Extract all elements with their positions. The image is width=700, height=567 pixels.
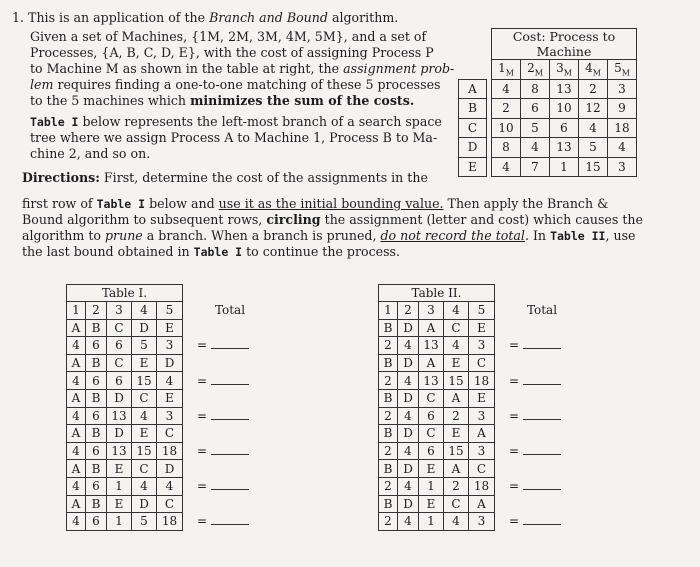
table1-letter-cell: C — [157, 495, 183, 513]
table2-column-header: 1 — [379, 302, 398, 320]
table1-total-blank[interactable] — [211, 515, 249, 525]
table2-cost-cell: 4 — [398, 337, 419, 355]
table2-cost-cell: 1 — [419, 513, 444, 531]
cost-table-cell: 10 — [492, 118, 521, 138]
table2-letters-row — [379, 354, 590, 372]
table1-cost-cell: 5 — [132, 513, 157, 531]
table1-equals-sign: = — [197, 373, 208, 388]
table1-cost-cell: 15 — [132, 372, 157, 390]
cost-table-cell: 13 — [550, 138, 579, 158]
table1-letters-row — [67, 319, 278, 337]
table2-letter-cell: B — [379, 319, 398, 337]
table1-letter-cell: D — [157, 460, 183, 478]
cost-table-machine-header: $2_M$ — [521, 60, 550, 80]
table1-letter-cell: A — [67, 389, 86, 407]
table2-total-cell — [495, 442, 590, 460]
table1-letter-cell: D — [132, 319, 157, 337]
table2-total-blank[interactable] — [523, 445, 561, 455]
table2-total-header: Total — [495, 302, 590, 320]
table1-letters-row — [67, 425, 278, 443]
table2-total-blank[interactable] — [523, 410, 561, 420]
table1-total-cell — [183, 372, 278, 390]
table2-costs-row — [379, 442, 590, 460]
table1-equals-sign: = — [197, 479, 208, 494]
table1-cost-cell: 6 — [86, 337, 107, 355]
table2-equals-sign: = — [509, 408, 520, 423]
table1-cost-cell: 1 — [107, 513, 132, 531]
cost-table-cell: 4 — [492, 79, 521, 99]
table2-costs-row — [379, 513, 590, 531]
cost-table-row — [459, 79, 637, 99]
cost-table-row — [459, 99, 637, 119]
table1-equals-sign: = — [197, 338, 208, 353]
table2-letter-cell: A — [444, 389, 469, 407]
table1-cost-cell: 6 — [86, 513, 107, 531]
table1-costs-row — [67, 372, 278, 390]
table1-cost-cell: 4 — [67, 477, 86, 495]
table1-costs-row — [67, 407, 278, 425]
table1-letter-cell: C — [132, 389, 157, 407]
cost-table — [458, 28, 637, 177]
table1-cost-cell: 1 — [107, 477, 132, 495]
table2-cost-cell: 2 — [379, 442, 398, 460]
table1-letter-cell: A — [67, 354, 86, 372]
table2-total-blank[interactable] — [523, 339, 561, 349]
table2-equals-sign: = — [509, 479, 520, 494]
directions-line-5: the last bound obtained in Table I to continue the process. — [22, 244, 400, 259]
table1-letters-row — [67, 354, 278, 372]
table1-letter-cell: B — [86, 495, 107, 513]
cost-table-cell: 6 — [550, 118, 579, 138]
table1-cost-cell: 4 — [67, 407, 86, 425]
table2-equals-sign: = — [509, 444, 520, 459]
problem-line-1: 1. This is an application of the Branch and Bound algorithm. — [12, 10, 399, 25]
cost-table-cell: 2 — [492, 99, 521, 119]
table2-cost-cell: 15 — [444, 442, 469, 460]
table2-letter-cell: C — [419, 425, 444, 443]
table1-costs-row — [67, 442, 278, 460]
table1-cost-cell: 18 — [157, 513, 183, 531]
problem-line-7: Table I below represents the left-most branch of a search space — [30, 114, 442, 129]
table2 — [378, 284, 589, 531]
cost-table-row — [459, 157, 637, 177]
table2-total-blank[interactable] — [523, 480, 561, 490]
table2-total-cell — [495, 513, 590, 531]
cost-table-row — [459, 118, 637, 138]
table2-letter-cell: B — [379, 354, 398, 372]
table2-equals-sign: = — [509, 514, 520, 529]
table1-total-blank[interactable] — [211, 410, 249, 420]
table2-costs-row — [379, 407, 590, 425]
table2-column-header: 3 — [419, 302, 444, 320]
table1-total-blank[interactable] — [211, 445, 249, 455]
table2-cost-cell: 2 — [379, 513, 398, 531]
table1-letter-cell: A — [67, 319, 86, 337]
cost-table-cell: 1 — [550, 157, 579, 177]
table2-letter-cell: A — [419, 354, 444, 372]
table1-cost-cell: 4 — [67, 513, 86, 531]
table2-letter-cell: E — [419, 460, 444, 478]
table1-cost-cell: 5 — [132, 337, 157, 355]
table1-cost-cell: 3 — [157, 407, 183, 425]
table2-letter-cell: B — [379, 460, 398, 478]
cost-table-cell: 15 — [579, 157, 608, 177]
table2-total-cell — [495, 477, 590, 495]
table2-cost-cell: 4 — [444, 337, 469, 355]
cost-table-process-label: C — [459, 118, 487, 138]
table1-cost-cell: 4 — [132, 477, 157, 495]
table1-cost-cell: 4 — [67, 442, 86, 460]
table2-total-blank[interactable] — [523, 515, 561, 525]
table1-letter-cell: C — [132, 460, 157, 478]
table2-letter-cell: C — [444, 495, 469, 513]
table2-letter-cell: B — [379, 495, 398, 513]
table1 — [66, 284, 277, 531]
table1-letter-cell: E — [107, 495, 132, 513]
table1-letter-cell: A — [67, 425, 86, 443]
table2-letter-cell: D — [398, 460, 419, 478]
table1-column-header: 2 — [86, 302, 107, 320]
cost-table-cell: 13 — [550, 79, 579, 99]
table1-letter-cell: E — [132, 425, 157, 443]
table1-letters-row — [67, 495, 278, 513]
table1-total-cell — [183, 477, 278, 495]
table1-costs-row — [67, 337, 278, 355]
table2-costs-row — [379, 372, 590, 390]
problem-line-9: chine 2, and so on. — [30, 146, 151, 161]
cost-table-cell: 6 — [521, 99, 550, 119]
cost-table-cell: 4 — [521, 138, 550, 158]
table1-cost-cell: 4 — [157, 477, 183, 495]
table2-cost-cell: 2 — [444, 407, 469, 425]
table2-column-header: 5 — [469, 302, 495, 320]
table2-letters-row — [379, 460, 590, 478]
cost-table-cell: 2 — [579, 79, 608, 99]
table2-cost-cell: 13 — [419, 372, 444, 390]
table2-letter-cell: C — [469, 460, 495, 478]
table2-letter-cell: E — [419, 495, 444, 513]
table2-column-header: 4 — [444, 302, 469, 320]
table1-letters-row — [67, 389, 278, 407]
table2-cost-cell: 2 — [379, 337, 398, 355]
table1-cost-cell: 4 — [67, 372, 86, 390]
table2-cost-cell: 3 — [469, 442, 495, 460]
table2-cost-cell: 2 — [379, 372, 398, 390]
cost-table-cell: 18 — [608, 118, 637, 138]
table2-cost-cell: 6 — [419, 407, 444, 425]
table2-cost-cell: 4 — [398, 477, 419, 495]
table2-letter-cell: C — [419, 389, 444, 407]
directions-line-1: Directions: First, determine the cost of the assignments in the — [22, 170, 428, 185]
table1-column-header: 5 — [157, 302, 183, 320]
cost-table-cell: 4 — [579, 118, 608, 138]
table2-letter-cell: D — [398, 495, 419, 513]
table1-letter-cell: E — [107, 460, 132, 478]
table2-equals-sign: = — [509, 373, 520, 388]
table1-letter-cell: E — [132, 354, 157, 372]
problem-line-3: Processes, {A, B, C, D, E}, with the cost of assigning Process P — [30, 45, 434, 60]
table1-letter-cell: B — [86, 425, 107, 443]
table2-header-row — [379, 302, 590, 320]
cost-table-cell: 9 — [608, 99, 637, 119]
table2-total-cell — [495, 407, 590, 425]
problem-line-8: tree where we assign Process A to Machine 1, Process B to Ma- — [30, 130, 438, 145]
table2-cost-cell: 18 — [469, 477, 495, 495]
cost-table-process-label: A — [459, 79, 487, 99]
table1-title: Table I. — [67, 285, 183, 302]
table1-total-blank[interactable] — [211, 480, 249, 490]
table1-total-cell — [183, 337, 278, 355]
table1-cost-cell: 4 — [67, 337, 86, 355]
cost-table-cell: 4 — [492, 157, 521, 177]
table1-cost-cell: 3 — [157, 337, 183, 355]
table2-letter-cell: B — [379, 425, 398, 443]
table2-letter-cell: D — [398, 354, 419, 372]
cost-table-cell: 3 — [608, 79, 637, 99]
table1-cost-cell: 6 — [86, 407, 107, 425]
directions-line-3: Bound algorithm to subsequent rows, circling the assignment (letter and cost) which causes the — [22, 212, 643, 227]
table2-total-cell — [495, 337, 590, 355]
table2-total-cell — [495, 372, 590, 390]
table1-cost-cell: 13 — [107, 407, 132, 425]
table2-letter-cell: E — [469, 389, 495, 407]
problem-number: 1. — [12, 10, 25, 25]
problem-line-2: Given a set of Machines, {1M, 2M, 3M, 4M, 5M}, and a set of — [30, 29, 427, 44]
table2-cost-cell: 13 — [419, 337, 444, 355]
table1-header-row — [67, 302, 278, 320]
cost-table-cell: 8 — [492, 138, 521, 158]
table1-letter-cell: B — [86, 389, 107, 407]
cost-table-cell: 5 — [521, 118, 550, 138]
table1-letter-cell: D — [107, 389, 132, 407]
table2-cost-cell: 4 — [398, 372, 419, 390]
table2-letter-cell: C — [469, 354, 495, 372]
table1-letter-cell: B — [86, 354, 107, 372]
table1-letter-cell: D — [107, 425, 132, 443]
table2-cost-cell: 3 — [469, 513, 495, 531]
table2-cost-cell: 2 — [379, 477, 398, 495]
table1-costs-row — [67, 477, 278, 495]
table2-total-blank[interactable] — [523, 375, 561, 385]
table2-costs-row — [379, 477, 590, 495]
table1-cost-cell: 6 — [86, 442, 107, 460]
cost-table-cell: 10 — [550, 99, 579, 119]
cost-table-cell: 4 — [608, 138, 637, 158]
table1-column-header: 1 — [67, 302, 86, 320]
table2-letter-cell: E — [444, 354, 469, 372]
table1-letter-cell: C — [107, 354, 132, 372]
cost-table-cell: 3 — [608, 157, 637, 177]
table2-equals-sign: = — [509, 338, 520, 353]
table1-total-blank[interactable] — [211, 339, 249, 349]
table2-letter-cell: A — [419, 319, 444, 337]
table2-cost-cell: 4 — [398, 442, 419, 460]
table2-letter-cell: D — [398, 425, 419, 443]
cost-table-wrapper — [458, 28, 637, 177]
table2-letter-cell: D — [398, 389, 419, 407]
cost-table-machine-header: $4_M$ — [579, 60, 608, 80]
table2-cost-cell: 3 — [469, 407, 495, 425]
table2-letters-row — [379, 495, 590, 513]
table2-title: Table II. — [379, 285, 495, 302]
problem-line-4: to Machine M as shown in the table at right, the assignment prob- — [30, 61, 455, 76]
table1-total-header: Total — [183, 302, 278, 320]
cost-table-cell: 5 — [579, 138, 608, 158]
table2-wrapper — [378, 284, 589, 531]
directions-line-2: first row of Table I below and use it as the initial bounding value. Then apply the Branch & — [22, 196, 609, 211]
table1-letter-cell: B — [86, 319, 107, 337]
table1-letters-row — [67, 460, 278, 478]
table2-cost-cell: 4 — [398, 513, 419, 531]
table1-column-header: 4 — [132, 302, 157, 320]
table1-cost-cell: 6 — [86, 372, 107, 390]
table2-letter-cell: B — [379, 389, 398, 407]
cost-table-row — [459, 138, 637, 158]
table1-letter-cell: A — [67, 460, 86, 478]
table1-cost-cell: 13 — [107, 442, 132, 460]
table2-cost-cell: 4 — [398, 407, 419, 425]
table1-wrapper — [66, 284, 277, 531]
problem-line-5: lem requires finding a one-to-one matching of these 5 processes — [30, 77, 441, 92]
table2-letters-row — [379, 389, 590, 407]
table2-letter-cell: E — [469, 319, 495, 337]
directions-line-4: algorithm to prune a branch. When a branch is pruned, do not record the total. In Table II, use — [22, 228, 636, 243]
table1-costs-row — [67, 513, 278, 531]
cost-table-cell: 12 — [579, 99, 608, 119]
table2-cost-cell: 3 — [469, 337, 495, 355]
table2-letters-row — [379, 319, 590, 337]
cost-table-process-label: D — [459, 138, 487, 158]
table2-cost-cell: 2 — [444, 477, 469, 495]
table2-cost-cell: 1 — [419, 477, 444, 495]
table2-letter-cell: E — [444, 425, 469, 443]
table2-letter-cell: A — [469, 495, 495, 513]
table2-letter-cell: A — [444, 460, 469, 478]
table1-cost-cell: 6 — [107, 372, 132, 390]
table1-letter-cell: E — [157, 389, 183, 407]
table2-cost-cell: 18 — [469, 372, 495, 390]
table1-cost-cell: 4 — [157, 372, 183, 390]
cost-table-machine-header: $1_M$ — [492, 60, 521, 80]
table1-cost-cell: 6 — [107, 337, 132, 355]
cost-table-cell: 8 — [521, 79, 550, 99]
table1-cost-cell: 4 — [132, 407, 157, 425]
table1-column-header: 3 — [107, 302, 132, 320]
table2-cost-cell: 4 — [444, 513, 469, 531]
table2-letters-row — [379, 425, 590, 443]
table1-letter-cell: A — [67, 495, 86, 513]
table2-costs-row — [379, 337, 590, 355]
table1-letter-cell: C — [107, 319, 132, 337]
table2-letter-cell: A — [469, 425, 495, 443]
table1-total-cell — [183, 442, 278, 460]
table1-equals-sign: = — [197, 514, 208, 529]
table1-equals-sign: = — [197, 444, 208, 459]
table2-cost-cell: 15 — [444, 372, 469, 390]
table1-letter-cell: C — [157, 425, 183, 443]
table2-cost-cell: 6 — [419, 442, 444, 460]
table1-total-blank[interactable] — [211, 375, 249, 385]
problem-line-6: to the 5 machines which minimizes the sum of the costs. — [30, 93, 415, 108]
cost-table-title: Cost: Process to Machine — [492, 29, 637, 60]
cost-table-process-label: E — [459, 157, 487, 177]
table1-letter-cell: D — [157, 354, 183, 372]
table1-equals-sign: = — [197, 408, 208, 423]
table1-cost-cell: 18 — [157, 442, 183, 460]
table1-letter-cell: B — [86, 460, 107, 478]
table1-total-cell — [183, 513, 278, 531]
table2-column-header: 2 — [398, 302, 419, 320]
table1-cost-cell: 15 — [132, 442, 157, 460]
cost-table-machine-header: $5_M$ — [608, 60, 637, 80]
cost-table-machine-header: $3_M$ — [550, 60, 579, 80]
table1-cost-cell: 6 — [86, 477, 107, 495]
table1-letter-cell: E — [157, 319, 183, 337]
cost-table-cell: 7 — [521, 157, 550, 177]
cost-table-process-label: B — [459, 99, 487, 119]
table2-letter-cell: D — [398, 319, 419, 337]
table2-cost-cell: 2 — [379, 407, 398, 425]
table2-letter-cell: C — [444, 319, 469, 337]
table1-total-cell — [183, 407, 278, 425]
table1-letter-cell: D — [132, 495, 157, 513]
